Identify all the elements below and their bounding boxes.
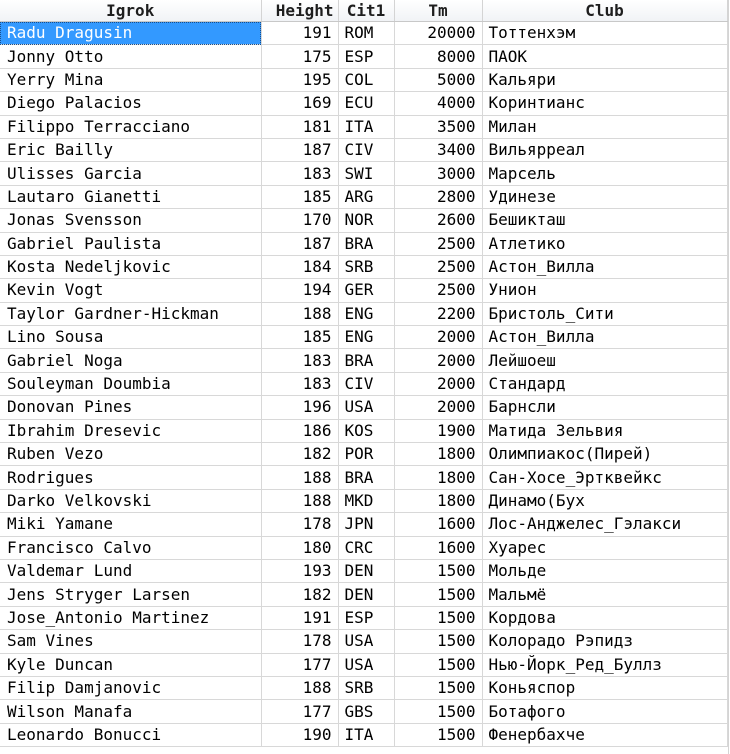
cell-igrok[interactable]: Filip Damjanovic xyxy=(0,676,261,699)
cell-height[interactable]: 182 xyxy=(261,583,338,606)
cell-height[interactable]: 185 xyxy=(261,326,338,349)
cell-cit1[interactable]: KOS xyxy=(338,419,394,442)
cell-height[interactable]: 178 xyxy=(261,630,338,653)
cell-tm[interactable]: 1500 xyxy=(394,723,482,746)
cell-height[interactable]: 183 xyxy=(261,162,338,185)
table-row[interactable] xyxy=(0,209,727,232)
cell-igrok[interactable]: Jose_Antonio Martinez xyxy=(0,606,261,629)
cell-height[interactable]: 169 xyxy=(261,92,338,115)
cell-club[interactable]: Кордова xyxy=(482,606,727,629)
cell-igrok[interactable]: Ibrahim Dresevic xyxy=(0,419,261,442)
cell-tm[interactable]: 2000 xyxy=(394,372,482,395)
cell-tm[interactable]: 2000 xyxy=(394,326,482,349)
cell-height[interactable]: 182 xyxy=(261,443,338,466)
cell-height[interactable]: 175 xyxy=(261,45,338,68)
cell-height[interactable]: 180 xyxy=(261,536,338,559)
cell-height[interactable]: 178 xyxy=(261,513,338,536)
table-row[interactable] xyxy=(0,466,727,489)
cell-tm[interactable]: 1500 xyxy=(394,559,482,582)
cell-club[interactable]: Атлетико xyxy=(482,232,727,255)
table-row[interactable] xyxy=(0,279,727,302)
cell-cit1[interactable]: ARG xyxy=(338,185,394,208)
cell-igrok[interactable]: Jonas Svensson xyxy=(0,209,261,232)
cell-tm[interactable]: 3500 xyxy=(394,115,482,138)
cell-cit1[interactable]: USA xyxy=(338,630,394,653)
cell-club[interactable]: Кальяри xyxy=(482,68,727,91)
cell-club[interactable]: Бристоль_Сити xyxy=(482,302,727,325)
cell-height[interactable]: 181 xyxy=(261,115,338,138)
table-row[interactable] xyxy=(0,489,727,512)
cell-igrok[interactable]: Donovan Pines xyxy=(0,396,261,419)
table-row[interactable] xyxy=(0,396,727,419)
cell-tm[interactable]: 1500 xyxy=(394,676,482,699)
cell-club[interactable]: Сан-Хосе_Эртквейкс xyxy=(482,466,727,489)
cell-cit1[interactable]: CIV xyxy=(338,138,394,161)
cell-club[interactable]: Бешикташ xyxy=(482,209,727,232)
cell-height[interactable]: 187 xyxy=(261,138,338,161)
column-header-tm[interactable]: Tm xyxy=(394,0,482,22)
table-row[interactable] xyxy=(0,22,727,45)
cell-club[interactable]: Ботафого xyxy=(482,700,727,723)
cell-cit1[interactable]: DEN xyxy=(338,583,394,606)
cell-igrok[interactable]: Leonardo Bonucci xyxy=(0,723,261,746)
table-row[interactable] xyxy=(0,536,727,559)
table-row[interactable] xyxy=(0,45,727,68)
cell-igrok[interactable]: Jens Stryger Larsen xyxy=(0,583,261,606)
cell-height[interactable]: 185 xyxy=(261,185,338,208)
cell-cit1[interactable]: BRA xyxy=(338,466,394,489)
cell-igrok[interactable]: Darko Velkovski xyxy=(0,489,261,512)
cell-club[interactable]: Астон_Вилла xyxy=(482,326,727,349)
cell-igrok[interactable]: Eric Bailly xyxy=(0,138,261,161)
cell-cit1[interactable]: ENG xyxy=(338,326,394,349)
cell-club[interactable]: Милан xyxy=(482,115,727,138)
cell-tm[interactable]: 2000 xyxy=(394,349,482,372)
cell-igrok[interactable]: Ulisses Garcia xyxy=(0,162,261,185)
cell-igrok[interactable]: Yerry Mina xyxy=(0,68,261,91)
table-row[interactable] xyxy=(0,559,727,582)
cell-height[interactable]: 188 xyxy=(261,676,338,699)
cell-cit1[interactable]: SRB xyxy=(338,255,394,278)
cell-cit1[interactable]: NOR xyxy=(338,209,394,232)
cell-igrok[interactable]: Filippo Terracciano xyxy=(0,115,261,138)
cell-tm[interactable]: 4000 xyxy=(394,92,482,115)
column-header-cit1[interactable]: Cit1 xyxy=(338,0,394,22)
cell-tm[interactable]: 3400 xyxy=(394,138,482,161)
cell-tm[interactable]: 1600 xyxy=(394,536,482,559)
cell-club[interactable]: Нью-Йорк_Ред_Буллз xyxy=(482,653,727,676)
table-body xyxy=(0,22,727,747)
cell-igrok[interactable]: Miki Yamane xyxy=(0,513,261,536)
cell-cit1[interactable]: ITA xyxy=(338,115,394,138)
cell-cit1[interactable]: SWI xyxy=(338,162,394,185)
cell-tm[interactable]: 1500 xyxy=(394,606,482,629)
cell-cit1[interactable]: ITA xyxy=(338,723,394,746)
cell-height[interactable]: 188 xyxy=(261,466,338,489)
cell-tm[interactable]: 1500 xyxy=(394,630,482,653)
cell-tm[interactable]: 1500 xyxy=(394,653,482,676)
table-row[interactable] xyxy=(0,326,727,349)
cell-cit1[interactable]: ESP xyxy=(338,606,394,629)
cell-cit1[interactable]: COL xyxy=(338,68,394,91)
cell-igrok[interactable]: Souleyman Doumbia xyxy=(0,372,261,395)
cell-club[interactable]: Марсель xyxy=(482,162,727,185)
column-header-igrok[interactable]: Igrok xyxy=(0,0,261,22)
cell-igrok[interactable]: Ruben Vezo xyxy=(0,443,261,466)
cell-igrok[interactable]: Kevin Vogt xyxy=(0,279,261,302)
table-row[interactable] xyxy=(0,349,727,372)
cell-cit1[interactable]: ROM xyxy=(338,22,394,45)
table-row[interactable] xyxy=(0,606,727,629)
table-row[interactable] xyxy=(0,138,727,161)
cell-cit1[interactable]: POR xyxy=(338,443,394,466)
cell-height[interactable]: 170 xyxy=(261,209,338,232)
cell-cit1[interactable]: BRA xyxy=(338,232,394,255)
cell-tm[interactable]: 2000 xyxy=(394,396,482,419)
cell-igrok[interactable]: Lino Sousa xyxy=(0,326,261,349)
cell-club[interactable]: Астон_Вилла xyxy=(482,255,727,278)
cell-height[interactable]: 187 xyxy=(261,232,338,255)
cell-cit1[interactable]: GBS xyxy=(338,700,394,723)
cell-height[interactable]: 177 xyxy=(261,653,338,676)
table-row[interactable] xyxy=(0,232,727,255)
cell-tm[interactable]: 5000 xyxy=(394,68,482,91)
cell-cit1[interactable]: ESP xyxy=(338,45,394,68)
cell-igrok[interactable]: Kyle Duncan xyxy=(0,653,261,676)
cell-tm[interactable]: 1900 xyxy=(394,419,482,442)
cell-tm[interactable]: 2500 xyxy=(394,255,482,278)
cell-tm[interactable]: 2500 xyxy=(394,279,482,302)
cell-club[interactable]: Коринтианс xyxy=(482,92,727,115)
column-header-height[interactable]: Height xyxy=(261,0,338,22)
table-row[interactable] xyxy=(0,583,727,606)
cell-height[interactable]: 191 xyxy=(261,22,338,45)
cell-club[interactable]: Колорадо Рэпидз xyxy=(482,630,727,653)
cell-club[interactable]: ПАОК xyxy=(482,45,727,68)
cell-club[interactable]: Удинезе xyxy=(482,185,727,208)
cell-club[interactable]: Тоттенхэм xyxy=(482,22,727,45)
cell-club[interactable]: Коньяспор xyxy=(482,676,727,699)
cell-igrok[interactable]: Diego Palacios xyxy=(0,92,261,115)
cell-tm[interactable]: 2500 xyxy=(394,232,482,255)
cell-height[interactable]: 193 xyxy=(261,559,338,582)
cell-tm[interactable]: 1800 xyxy=(394,489,482,512)
cell-height[interactable]: 191 xyxy=(261,606,338,629)
cell-igrok[interactable]: Gabriel Noga xyxy=(0,349,261,372)
cell-tm[interactable]: 2600 xyxy=(394,209,482,232)
header-row xyxy=(0,0,727,22)
cell-club[interactable]: Стандард xyxy=(482,372,727,395)
table-row[interactable] xyxy=(0,92,727,115)
cell-igrok[interactable]: Sam Vines xyxy=(0,630,261,653)
cell-height[interactable]: 183 xyxy=(261,349,338,372)
cell-cit1[interactable]: SRB xyxy=(338,676,394,699)
cell-height[interactable]: 188 xyxy=(261,489,338,512)
cell-cit1[interactable]: CRC xyxy=(338,536,394,559)
cell-cit1[interactable]: JPN xyxy=(338,513,394,536)
cell-tm[interactable]: 3000 xyxy=(394,162,482,185)
cell-height[interactable]: 190 xyxy=(261,723,338,746)
cell-tm[interactable]: 1800 xyxy=(394,443,482,466)
cell-height[interactable]: 183 xyxy=(261,372,338,395)
cell-tm[interactable]: 20000 xyxy=(394,22,482,45)
cell-height[interactable]: 186 xyxy=(261,419,338,442)
table-row[interactable] xyxy=(0,255,727,278)
cell-igrok[interactable]: Valdemar Lund xyxy=(0,559,261,582)
cell-igrok[interactable]: Taylor Gardner-Hickman xyxy=(0,302,261,325)
cell-club[interactable]: Мальмё xyxy=(482,583,727,606)
cell-cit1[interactable]: ECU xyxy=(338,92,394,115)
cell-cit1[interactable]: USA xyxy=(338,653,394,676)
cell-cit1[interactable]: GER xyxy=(338,279,394,302)
table-header xyxy=(0,0,727,22)
cell-club[interactable]: Фенербахче xyxy=(482,723,727,746)
cell-height[interactable]: 195 xyxy=(261,68,338,91)
cell-height[interactable]: 194 xyxy=(261,279,338,302)
table-row[interactable] xyxy=(0,419,727,442)
cell-igrok[interactable]: Jonny Otto xyxy=(0,45,261,68)
cell-club[interactable]: Олимпиакос(Пирей) xyxy=(482,443,727,466)
cell-club[interactable]: Матида Зельвия xyxy=(482,419,727,442)
table-row[interactable] xyxy=(0,676,727,699)
cell-club[interactable]: Мольде xyxy=(482,559,727,582)
cell-club[interactable]: Барнсли xyxy=(482,396,727,419)
table-row[interactable] xyxy=(0,302,727,325)
table-row[interactable] xyxy=(0,653,727,676)
cell-igrok[interactable]: Lautaro Gianetti xyxy=(0,185,261,208)
cell-igrok[interactable]: Rodrigues xyxy=(0,466,261,489)
cell-igrok[interactable]: Wilson Manafa xyxy=(0,700,261,723)
cell-tm[interactable]: 2200 xyxy=(394,302,482,325)
table-row[interactable] xyxy=(0,185,727,208)
cell-height[interactable]: 177 xyxy=(261,700,338,723)
cell-club[interactable]: Лейшоеш xyxy=(482,349,727,372)
cell-cit1[interactable]: DEN xyxy=(338,559,394,582)
cell-igrok[interactable]: Francisco Calvo xyxy=(0,536,261,559)
cell-tm[interactable]: 1500 xyxy=(394,700,482,723)
table-row[interactable] xyxy=(0,723,727,746)
cell-cit1[interactable]: USA xyxy=(338,396,394,419)
cell-igrok[interactable]: Radu Dragusin xyxy=(0,22,261,45)
cell-height[interactable]: 188 xyxy=(261,302,338,325)
cell-height[interactable]: 196 xyxy=(261,396,338,419)
table-row[interactable] xyxy=(0,700,727,723)
cell-cit1[interactable]: CIV xyxy=(338,372,394,395)
cell-cit1[interactable]: ENG xyxy=(338,302,394,325)
table-row[interactable] xyxy=(0,630,727,653)
cell-tm[interactable]: 8000 xyxy=(394,45,482,68)
table-row[interactable] xyxy=(0,443,727,466)
cell-cit1[interactable]: BRA xyxy=(338,349,394,372)
cell-club[interactable]: Динамо(Бух xyxy=(482,489,727,512)
table-row[interactable] xyxy=(0,162,727,185)
cell-height[interactable]: 184 xyxy=(261,255,338,278)
cell-tm[interactable]: 1800 xyxy=(394,466,482,489)
cell-club[interactable]: Хуарес xyxy=(482,536,727,559)
table-row[interactable] xyxy=(0,513,727,536)
cell-igrok[interactable]: Gabriel Paulista xyxy=(0,232,261,255)
cell-club[interactable]: Лос-Анджелес_Гэлакси xyxy=(482,513,727,536)
cell-tm[interactable]: 2800 xyxy=(394,185,482,208)
cell-club[interactable]: Унион xyxy=(482,279,727,302)
column-header-club[interactable]: Club xyxy=(482,0,727,22)
cell-tm[interactable]: 1500 xyxy=(394,583,482,606)
cell-igrok[interactable]: Kosta Nedeljkovic xyxy=(0,255,261,278)
table-row[interactable] xyxy=(0,372,727,395)
table-row[interactable] xyxy=(0,115,727,138)
cell-cit1[interactable]: MKD xyxy=(338,489,394,512)
table-row[interactable] xyxy=(0,68,727,91)
cell-club[interactable]: Вильярреал xyxy=(482,138,727,161)
cell-tm[interactable]: 1600 xyxy=(394,513,482,536)
